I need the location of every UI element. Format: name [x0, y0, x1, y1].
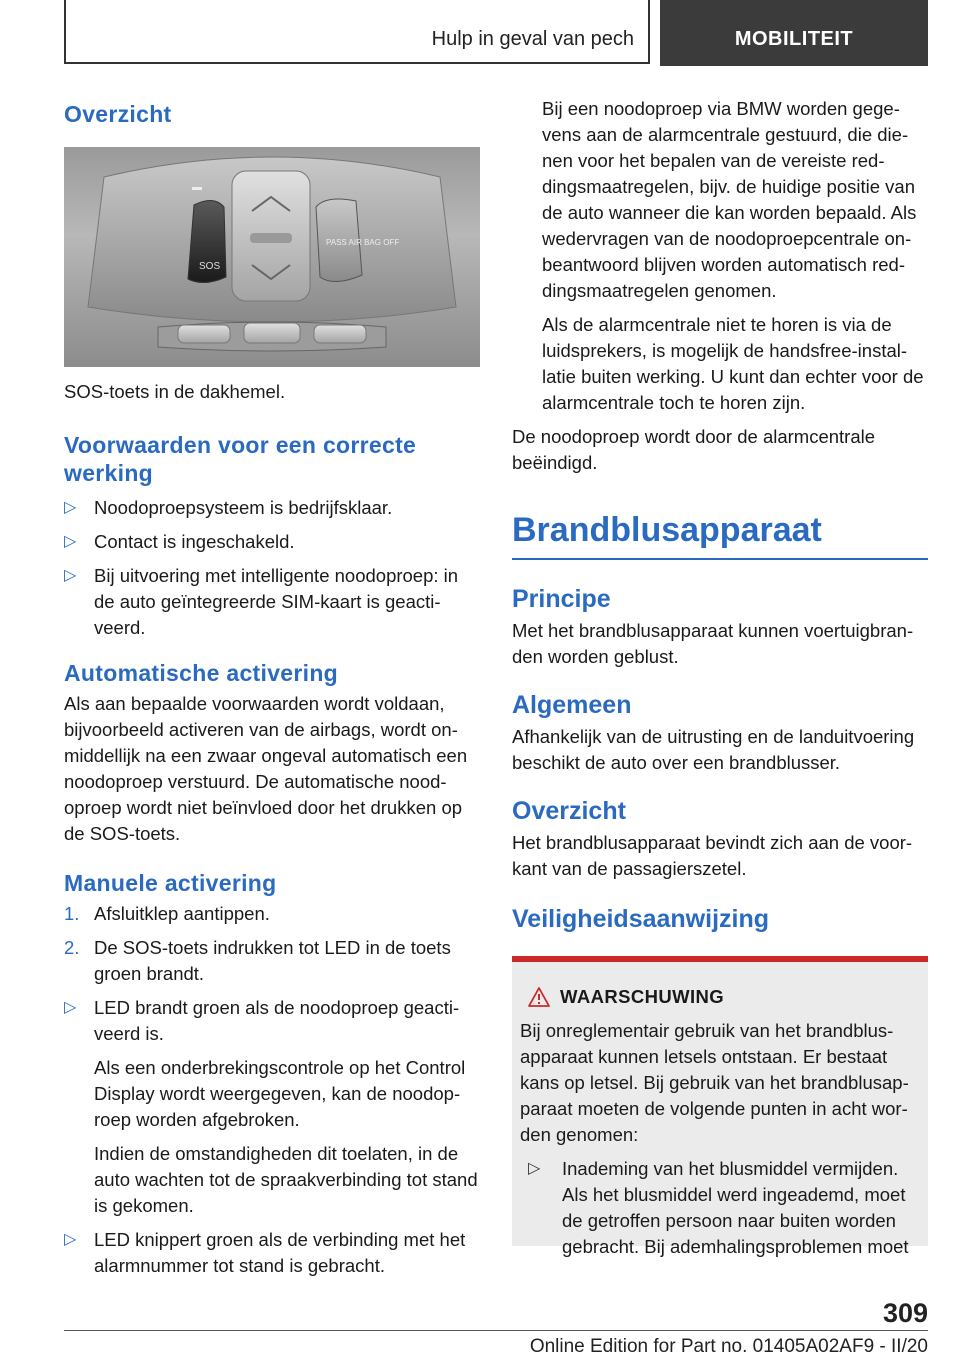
manual-activation-heading: Manuele activering	[64, 870, 277, 896]
continued-text-1: Bij een noodoproep via BMW worden gegevens aan de alarmcentrale gestuurd, die dienen voor het bepalen van de vereiste reddingsmaatregelen, bijv. de huidige positie van de auto wanneer die kan worden bepaald. Als wedervragen van de noodoproepcentrale onbeantwoord blijven worden automatisch reddingsmaatregelen genomen.	[542, 98, 917, 301]
safety-heading: Veiligheidsaanwijzing	[512, 905, 770, 933]
general-text: Afhankelijk van de uitrusting en de landuitvoering beschikt de auto over een brandblusser.	[512, 726, 915, 773]
continued-text-2: Als de alarmcentrale niet te horen is via de luidsprekers, is mogelijk de handsfree-installatie buiten werking. U kunt dan echter voor de alarmcentrale toch te horen zijn.	[542, 314, 924, 413]
auto-activation-heading: Automatische activering	[64, 660, 339, 686]
manual-sub-text-1: Als een onderbrekingscontrole op het Control Display wordt weergegeven, kan de noodoproep worden afgebroken.	[94, 1057, 466, 1130]
bullet-marker-icon: ▷	[64, 999, 77, 1016]
bullet-marker-icon: ▷	[64, 499, 77, 516]
principle-heading: Principe	[512, 585, 611, 613]
warning-text: Bij onreglementair gebruik van het brandblusapparaat kunnen letsels ontstaan. Er bestaat kans op letsel. Bij gebruik van het brandblusapparaat moeten de volgende punten in acht worden genomen:	[520, 1020, 909, 1145]
warning-list	[520, 1156, 920, 1260]
warning-title-row	[520, 986, 920, 1012]
right-column	[512, 96, 928, 1257]
auto-activation-text: Als aan bepaalde voorwaarden wordt voldaan, bijvoorbeeld activeren van de airbags, wordt onmiddellijk na een zwaar ongeval automatisch een noodoproep verstuurd. De automatische noodoproep wordt niet beïnvloed door het drukken op de SOS-toets.	[64, 693, 468, 844]
list-item: ▷ LED knippert groen als de verbinding met het alarmnummer tot stand is gebracht.	[64, 1229, 466, 1276]
continued-text-3: De noodoproep wordt door de alarmcentrale beëindigd.	[512, 426, 876, 473]
list-item: ▷ Bij uitvoering met intelligente noodoproep: in de auto geïntegreerde SIM-kaart is geactiveerd.	[64, 565, 459, 638]
pass-airbag-figure-label: PASS AIR BAG OFF	[326, 238, 400, 247]
list-item: ▷ Inademing van het blusmiddel vermijden. Als het blusmiddel werd ingeademd, moet de getroffen persoon naar buiten worden gebracht. Bij ademhalingsproblemen moet	[528, 1158, 909, 1257]
manual-led-list	[64, 995, 482, 1047]
list-item: ▷ Noodoproepsysteem is bedrijfsklaar.	[64, 495, 482, 521]
chapter-title: Brandblusapparaat	[512, 510, 928, 560]
warning-title: WAARSCHUWING	[560, 986, 725, 1007]
bullet-marker-icon: ▷	[64, 1231, 77, 1248]
sos-button-figure	[64, 147, 480, 367]
overhead-console-illustration	[64, 147, 480, 367]
footer-edition: Online Edition for Part no. 01405A02AF9 - II/20	[529, 1336, 928, 1357]
general-heading: Algemeen	[512, 691, 632, 719]
step-number: 1.	[64, 903, 80, 924]
warning-box	[512, 956, 928, 1257]
overview-text: Het brandblusapparaat bevindt zich aan de voorkant van de passagierszetel.	[512, 832, 913, 879]
manual-led-list-2	[64, 1227, 482, 1279]
list-item: 1. Afsluitklep aantippen.	[64, 901, 482, 927]
manual-sub-text-2: Indien de omstandigheden dit toelaten, in de auto wachten tot de spraakverbinding tot stand is gekomen.	[94, 1143, 478, 1216]
header-section-box	[64, 0, 650, 64]
header-section-title: Hulp in geval van pech	[431, 28, 634, 50]
principle-text: Met het brandblusapparaat kunnen voertuigbranden worden geblust.	[512, 620, 914, 667]
overview-heading: Overzicht	[64, 101, 172, 127]
page-number: 309	[882, 1298, 928, 1328]
bullet-marker-icon: ▷	[64, 533, 77, 550]
left-column	[64, 100, 482, 1279]
list-item: 2. De SOS-toets indrukken tot LED in de toets groen brandt.	[64, 937, 451, 984]
header-chapter-tab	[660, 0, 928, 66]
sos-figure-label: SOS	[199, 261, 221, 272]
conditions-heading: Voorwaarden voor een correcte werking	[64, 432, 417, 486]
header-chapter-title: MOBILITEIT	[734, 28, 854, 50]
warning-triangle-icon	[528, 987, 550, 1007]
step-number: 2.	[64, 937, 80, 958]
footer-divider	[64, 1330, 928, 1331]
manual-steps-list	[64, 901, 482, 987]
list-item: ▷ LED brandt groen als de noodoproep geactiveerd is.	[64, 997, 460, 1044]
bullet-marker-icon: ▷	[528, 1160, 541, 1177]
list-item: ▷ Contact is ingeschakeld.	[64, 529, 482, 555]
conditions-list	[64, 495, 482, 641]
figure-caption: SOS-toets in de dakhemel.	[64, 381, 286, 402]
overview-heading-right: Overzicht	[512, 797, 626, 825]
bullet-marker-icon: ▷	[64, 567, 77, 584]
